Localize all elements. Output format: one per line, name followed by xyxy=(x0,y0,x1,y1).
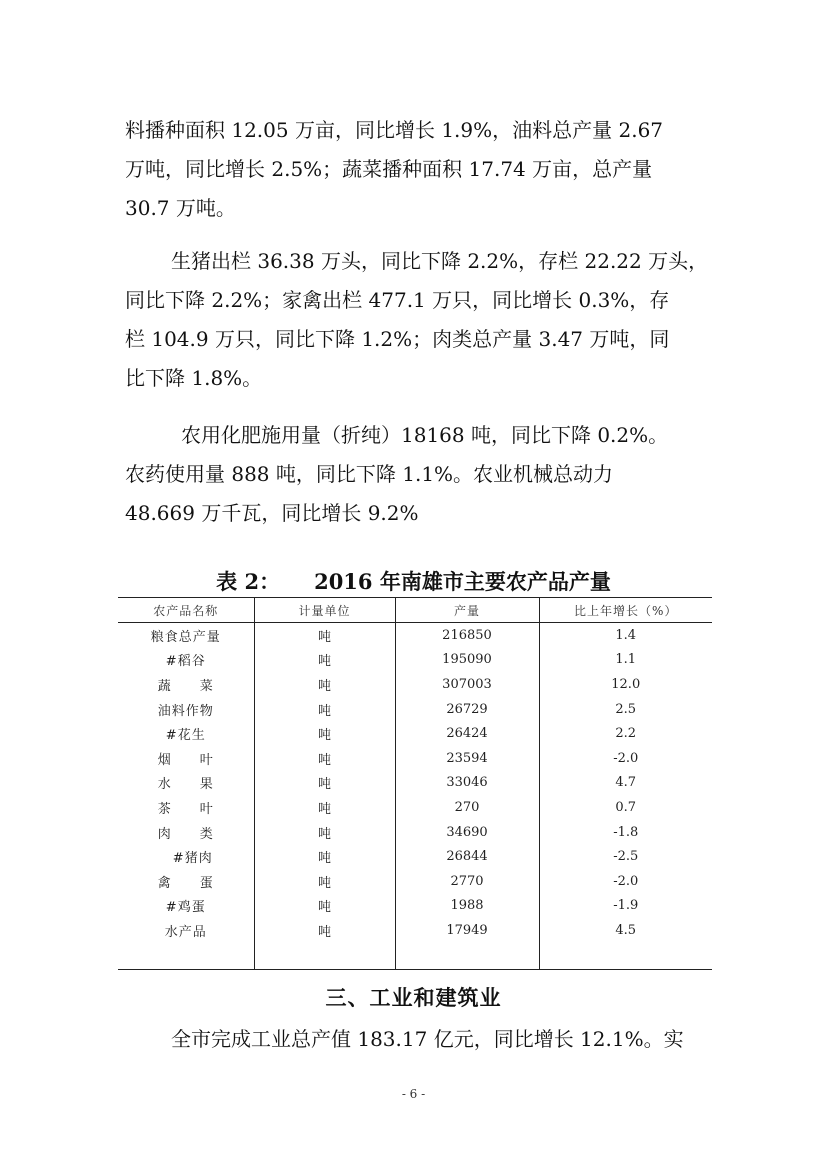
cell-output: 26844 xyxy=(395,844,539,869)
table-empty-cell xyxy=(118,943,254,970)
table-row xyxy=(118,820,712,845)
paragraph-livestock xyxy=(125,242,709,398)
table-row xyxy=(118,795,712,820)
table-row xyxy=(118,648,712,673)
cell-growth: 0.7 xyxy=(615,799,637,815)
text-line: 农药使用量 888 吨，同比下降 1.1%。农业机械总动力 xyxy=(125,462,614,486)
table-empty-cell xyxy=(254,943,395,970)
agri-output-table xyxy=(118,597,712,970)
table-row xyxy=(118,623,712,648)
cell-product-name: 茶 叶 xyxy=(118,795,254,820)
cell-product-name: #鸡蛋 xyxy=(118,894,254,919)
text-line: 全市完成工业总产值 183.17 亿元，同比增长 12.1%。实 xyxy=(171,1027,684,1051)
table-title-text: 2016 年南雄市主要农产品产量 xyxy=(314,569,611,594)
cell-unit: 吨 xyxy=(254,697,395,722)
text-line: 同比下降 2.2%；家禽出栏 477.1 万只，同比增长 0.3%，存 xyxy=(125,288,670,312)
cell-unit: 吨 xyxy=(254,623,395,648)
section-heading: 三、工业和建筑业 xyxy=(325,985,502,1010)
cell-product-name: #花生 xyxy=(118,721,254,746)
text-line: 农用化肥施用量（折纯）18168 吨，同比下降 0.2%。 xyxy=(181,423,669,447)
text-line: 生猪出栏 36.38 万头，同比下降 2.2%，存栏 22.22 万头， xyxy=(171,249,709,273)
table-row xyxy=(118,771,712,796)
cell-output: 26729 xyxy=(395,697,539,722)
text-line: 万吨，同比增长 2.5%；蔬菜播种面积 17.74 万亩，总产量 xyxy=(125,157,653,181)
cell-product-name: 粮食总产量 xyxy=(118,623,254,648)
table-row xyxy=(118,672,712,697)
table-spacer-row xyxy=(118,943,712,970)
cell-output: 270 xyxy=(395,795,539,820)
header-output: 产量 xyxy=(395,598,539,623)
table-row xyxy=(118,844,712,869)
cell-output: 2770 xyxy=(395,869,539,894)
cell-growth: 4.5 xyxy=(615,922,637,938)
text-line: 料播种面积 12.05 万亩，同比增长 1.9%，油料总产量 2.67 xyxy=(125,118,664,142)
table-row xyxy=(118,697,712,722)
cell-growth: -2.0 xyxy=(613,873,639,889)
cell-output: 33046 xyxy=(395,771,539,796)
cell-growth: 2.5 xyxy=(615,701,637,717)
table-row xyxy=(118,869,712,894)
cell-growth: 12.0 xyxy=(611,676,641,692)
cell-growth: 4.7 xyxy=(615,775,637,791)
text-line: 30.7 万吨。 xyxy=(125,196,236,220)
cell-growth: 2.2 xyxy=(615,726,637,742)
table-row xyxy=(118,721,712,746)
cell-unit: 吨 xyxy=(254,844,395,869)
cell-growth: -2.0 xyxy=(613,750,639,766)
cell-output: 1988 xyxy=(395,894,539,919)
table-empty-cell xyxy=(539,943,712,970)
cell-growth: 1.4 xyxy=(615,627,637,643)
cell-unit: 吨 xyxy=(254,672,395,697)
cell-unit: 吨 xyxy=(254,820,395,845)
cell-growth: -1.8 xyxy=(613,824,639,840)
cell-output: 307003 xyxy=(395,672,539,697)
cell-output: 26424 xyxy=(395,721,539,746)
cell-unit: 吨 xyxy=(254,894,395,919)
cell-product-name: 蔬 菜 xyxy=(118,672,254,697)
header-product: 农产品名称 xyxy=(118,598,254,623)
cell-unit: 吨 xyxy=(254,771,395,796)
table-title xyxy=(0,566,827,596)
cell-product-name: #稻谷 xyxy=(118,648,254,673)
table-header-row xyxy=(118,598,712,623)
paragraph-crops xyxy=(125,111,705,228)
cell-growth: -2.5 xyxy=(613,849,639,865)
cell-output: 23594 xyxy=(395,746,539,771)
cell-unit: 吨 xyxy=(254,869,395,894)
cell-unit: 吨 xyxy=(254,746,395,771)
cell-product-name: 水产品 xyxy=(118,918,254,943)
paragraph-inputs xyxy=(125,416,705,533)
cell-product-name: 油料作物 xyxy=(118,697,254,722)
cell-growth: -1.9 xyxy=(613,898,639,914)
header-growth: 比上年增长（%） xyxy=(539,598,712,623)
text-line: 栏 104.9 万只，同比下降 1.2%；肉类总产量 3.47 万吨，同 xyxy=(125,327,670,351)
cell-output: 34690 xyxy=(395,820,539,845)
page-number: - 6 - xyxy=(401,1087,426,1101)
table-row xyxy=(118,894,712,919)
cell-product-name: 肉 类 xyxy=(118,820,254,845)
cell-output: 195090 xyxy=(395,648,539,673)
table-label: 表 2： xyxy=(216,569,281,594)
cell-growth: 1.1 xyxy=(615,652,637,668)
cell-unit: 吨 xyxy=(254,721,395,746)
table-row xyxy=(118,746,712,771)
paragraph-industry xyxy=(125,1020,705,1059)
text-line: 比下降 1.8%。 xyxy=(125,366,263,390)
cell-product-name: 水 果 xyxy=(118,771,254,796)
cell-output: 216850 xyxy=(395,623,539,648)
header-unit: 计量单位 xyxy=(254,598,395,623)
cell-product-name: 禽 蛋 xyxy=(118,869,254,894)
table-row xyxy=(118,918,712,943)
cell-output: 17949 xyxy=(395,918,539,943)
table-body xyxy=(118,623,712,970)
table-empty-cell xyxy=(395,943,539,970)
cell-unit: 吨 xyxy=(254,795,395,820)
cell-product-name: #猪肉 xyxy=(118,844,254,869)
cell-product-name: 烟 叶 xyxy=(118,746,254,771)
text-line: 48.669 万千瓦，同比增长 9.2% xyxy=(125,501,419,525)
cell-unit: 吨 xyxy=(254,648,395,673)
cell-unit: 吨 xyxy=(254,918,395,943)
